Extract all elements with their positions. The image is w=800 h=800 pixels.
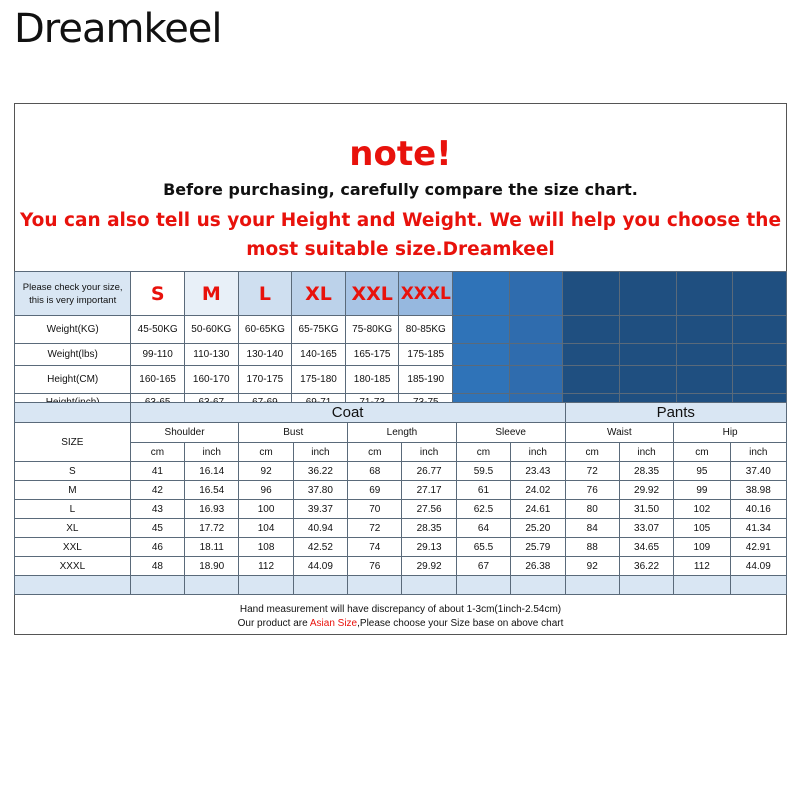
measurement-row (15, 538, 787, 557)
filler-cell (676, 272, 733, 316)
measurement-value: 39.37 (293, 500, 347, 519)
unit-header-row (15, 443, 787, 462)
size-header-row (15, 272, 787, 316)
filler-cell (733, 366, 787, 394)
filler-cell (676, 344, 733, 366)
unit-inch: inch (730, 443, 786, 462)
measurement-value: 104 (239, 519, 293, 538)
measurement-value: 84 (565, 519, 619, 538)
blank-cell (511, 576, 565, 595)
fit-value: 175-180 (292, 366, 346, 394)
note-title: note! (349, 134, 452, 174)
measurement-value: 42.91 (730, 538, 786, 557)
note-line-help-b: most suitable size.Dreamkeel (246, 239, 555, 260)
measurement-value: 59.5 (456, 462, 510, 481)
size-column-m (184, 272, 238, 316)
measurement-value: 43 (130, 500, 184, 519)
footer-asian-post: ,Please choose your Size base on above chart (357, 618, 564, 629)
measurement-value: 64 (456, 519, 510, 538)
note-line-help (15, 206, 786, 264)
unit-cm: cm (130, 443, 184, 462)
measurement-value: 92 (239, 462, 293, 481)
fit-row (15, 366, 787, 394)
measure-header-hip: Hip (674, 423, 787, 443)
size-header: SIZE (15, 423, 131, 462)
unit-cm: cm (348, 443, 402, 462)
measurement-value: 16.14 (185, 462, 239, 481)
filler-cell (733, 316, 787, 344)
measurement-value: 74 (348, 538, 402, 557)
unit-cm: cm (239, 443, 293, 462)
measurement-value: 69 (348, 481, 402, 500)
coat-header: Coat (130, 403, 565, 423)
measurement-value: 24.61 (511, 500, 565, 519)
size-label: XL (305, 282, 332, 305)
measurement-value: 31.50 (619, 500, 673, 519)
fit-value: 185-190 (399, 366, 453, 394)
measurement-value: 80 (565, 500, 619, 519)
measurement-value: 44.09 (730, 557, 786, 576)
filler-cell (733, 272, 787, 316)
measurement-value: 26.77 (402, 462, 456, 481)
measurement-value: 25.79 (511, 538, 565, 557)
measurement-value: 17.72 (185, 519, 239, 538)
note-line-compare: Before purchasing, carefully compare the size chart. (163, 180, 638, 199)
measurement-value: 40.94 (293, 519, 347, 538)
measurement-row (15, 481, 787, 500)
unit-inch: inch (185, 443, 239, 462)
size-column-xl (292, 272, 346, 316)
measurement-value: 102 (674, 500, 730, 519)
blank-cell (130, 576, 184, 595)
measurement-value: 37.80 (293, 481, 347, 500)
unit-cm: cm (456, 443, 510, 462)
filler-cell (620, 272, 677, 316)
measurement-value: 29.92 (402, 557, 456, 576)
blank-row (15, 576, 787, 595)
measurement-value: 65.5 (456, 538, 510, 557)
group-header-row (15, 403, 787, 423)
measurement-value: 105 (674, 519, 730, 538)
measurement-value: 48 (130, 557, 184, 576)
measurement-value: 61 (456, 481, 510, 500)
measure-header-length: Length (348, 423, 457, 443)
measurement-value: 108 (239, 538, 293, 557)
filler-cell (563, 366, 620, 394)
fit-value: 50-60KG (184, 316, 238, 344)
measurement-row (15, 462, 787, 481)
unit-inch: inch (293, 443, 347, 462)
measurement-value: 46 (130, 538, 184, 557)
filler-cell (509, 316, 563, 344)
measurement-value: 95 (674, 462, 730, 481)
size-label: XXXL (400, 283, 451, 304)
measurement-value: 18.90 (185, 557, 239, 576)
measurement-row (15, 500, 787, 519)
filler-cell (733, 344, 787, 366)
fit-value: 160-165 (131, 366, 185, 394)
measure-header-row (15, 423, 787, 443)
fit-value: 80-85KG (399, 316, 453, 344)
blank-cell (456, 576, 510, 595)
measurement-value: 112 (239, 557, 293, 576)
fit-row-label: Weight(lbs) (15, 344, 131, 366)
measurement-value: 41.34 (730, 519, 786, 538)
fit-value: 180-185 (345, 366, 399, 394)
fit-value: 175-185 (399, 344, 453, 366)
measurement-value: 112 (674, 557, 730, 576)
size-label: XXL (351, 282, 393, 305)
measurement-value: 72 (348, 519, 402, 538)
measurement-value: 92 (565, 557, 619, 576)
measurement-value: 42.52 (293, 538, 347, 557)
fit-row (15, 316, 787, 344)
measurement-value: 16.93 (185, 500, 239, 519)
measurement-value: 109 (674, 538, 730, 557)
measurement-value: 27.17 (402, 481, 456, 500)
measurement-value: 34.65 (619, 538, 673, 557)
measurement-value: 36.22 (619, 557, 673, 576)
fit-row-label: Weight(KG) (15, 316, 131, 344)
note-line-help-a: You can also tell us your Height and Weight. We will help you choose the (19, 210, 781, 231)
unit-cm: cm (565, 443, 619, 462)
filler-cell (509, 272, 563, 316)
measurement-value: 68 (348, 462, 402, 481)
fit-value: 170-175 (238, 366, 292, 394)
filler-cell (563, 344, 620, 366)
measurement-value: 29.92 (619, 481, 673, 500)
fit-value: 160-170 (184, 366, 238, 394)
filler-cell (453, 366, 510, 394)
measurement-value: 76 (565, 481, 619, 500)
blank-cell (565, 576, 619, 595)
filler-cell (453, 344, 510, 366)
size-label: L (258, 282, 271, 305)
measure-header-shoulder: Shoulder (130, 423, 239, 443)
size-column-l (238, 272, 292, 316)
filler-cell (509, 366, 563, 394)
fit-guide-table (14, 271, 787, 412)
measurement-value: 16.54 (185, 481, 239, 500)
blank-cell (674, 576, 730, 595)
fit-value: 165-175 (345, 344, 399, 366)
filler-cell (563, 316, 620, 344)
unit-cm: cm (674, 443, 730, 462)
filler-cell (620, 344, 677, 366)
measurement-value: 40.16 (730, 500, 786, 519)
filler-cell (453, 272, 510, 316)
brand-logo: Dreamkeel (14, 6, 222, 52)
fit-value: 140-165 (292, 344, 346, 366)
measurement-value: 36.22 (293, 462, 347, 481)
fit-value: 130-140 (238, 344, 292, 366)
blank-cell (348, 576, 402, 595)
fit-value: 45-50KG (131, 316, 185, 344)
measurement-value: 26.38 (511, 557, 565, 576)
measurement-row (15, 557, 787, 576)
measurement-value: 37.40 (730, 462, 786, 481)
size-label: S (150, 282, 165, 305)
measurement-size: XXL (15, 538, 131, 557)
filler-cell (676, 316, 733, 344)
size-column-xxxl (399, 272, 453, 316)
measure-header-bust: Bust (239, 423, 348, 443)
measurement-value: 23.43 (511, 462, 565, 481)
unit-inch: inch (511, 443, 565, 462)
measurement-value: 18.11 (185, 538, 239, 557)
unit-inch: inch (402, 443, 456, 462)
measurement-value: 28.35 (619, 462, 673, 481)
measurement-value: 67 (456, 557, 510, 576)
measurement-size: L (15, 500, 131, 519)
filler-cell (563, 272, 620, 316)
measurement-size: M (15, 481, 131, 500)
measurement-value: 96 (239, 481, 293, 500)
measurement-size: XXXL (15, 557, 131, 576)
footer-asian-size-note (14, 618, 787, 629)
fit-row (15, 344, 787, 366)
measurement-value: 29.13 (402, 538, 456, 557)
size-label: M (201, 282, 221, 305)
filler-cell (620, 316, 677, 344)
size-column-s (131, 272, 185, 316)
pants-header: Pants (565, 403, 786, 423)
blank-cell (619, 576, 673, 595)
fit-value: 60-65KG (238, 316, 292, 344)
measurement-value: 44.09 (293, 557, 347, 576)
measurement-value: 99 (674, 481, 730, 500)
measurement-value: 38.98 (730, 481, 786, 500)
measurement-value: 28.35 (402, 519, 456, 538)
fit-value: 99-110 (131, 344, 185, 366)
footer-discrepancy-note: Hand measurement will have discrepancy of about 1-3cm(1inch-2.54cm) (239, 604, 562, 615)
filler-cell (620, 366, 677, 394)
blank-cell (293, 576, 347, 595)
blank-cell (402, 576, 456, 595)
measurement-row (15, 519, 787, 538)
measurement-table (14, 402, 787, 595)
unit-inch: inch (619, 443, 673, 462)
blank-cell (730, 576, 786, 595)
footer-asian-pre: Our product are (237, 618, 310, 629)
footer-asian-size: Asian Size (309, 618, 358, 629)
filler-cell (676, 366, 733, 394)
measurement-value: 42 (130, 481, 184, 500)
blank-cell (15, 403, 131, 423)
measurement-value: 88 (565, 538, 619, 557)
blank-cell (185, 576, 239, 595)
blank-cell (15, 576, 131, 595)
measurement-value: 25.20 (511, 519, 565, 538)
measurement-value: 72 (565, 462, 619, 481)
measurement-value: 100 (239, 500, 293, 519)
measurement-size: XL (15, 519, 131, 538)
measurement-value: 24.02 (511, 481, 565, 500)
measure-header-sleeve: Sleeve (456, 423, 565, 443)
filler-cell (453, 316, 510, 344)
measure-header-waist: Waist (565, 423, 674, 443)
measurement-value: 76 (348, 557, 402, 576)
blank-cell (239, 576, 293, 595)
size-column-xxl (345, 272, 399, 316)
fit-value: 110-130 (184, 344, 238, 366)
measurement-size: S (15, 462, 131, 481)
fit-value: 65-75KG (292, 316, 346, 344)
measurement-value: 62.5 (456, 500, 510, 519)
size-check-label: Please check your size, this is very important (15, 272, 131, 316)
measurement-value: 45 (130, 519, 184, 538)
filler-cell (509, 344, 563, 366)
measurement-value: 27.56 (402, 500, 456, 519)
fit-value: 75-80KG (345, 316, 399, 344)
measurement-value: 33.07 (619, 519, 673, 538)
measurement-value: 41 (130, 462, 184, 481)
measurement-value: 70 (348, 500, 402, 519)
fit-row-label: Height(CM) (15, 366, 131, 394)
